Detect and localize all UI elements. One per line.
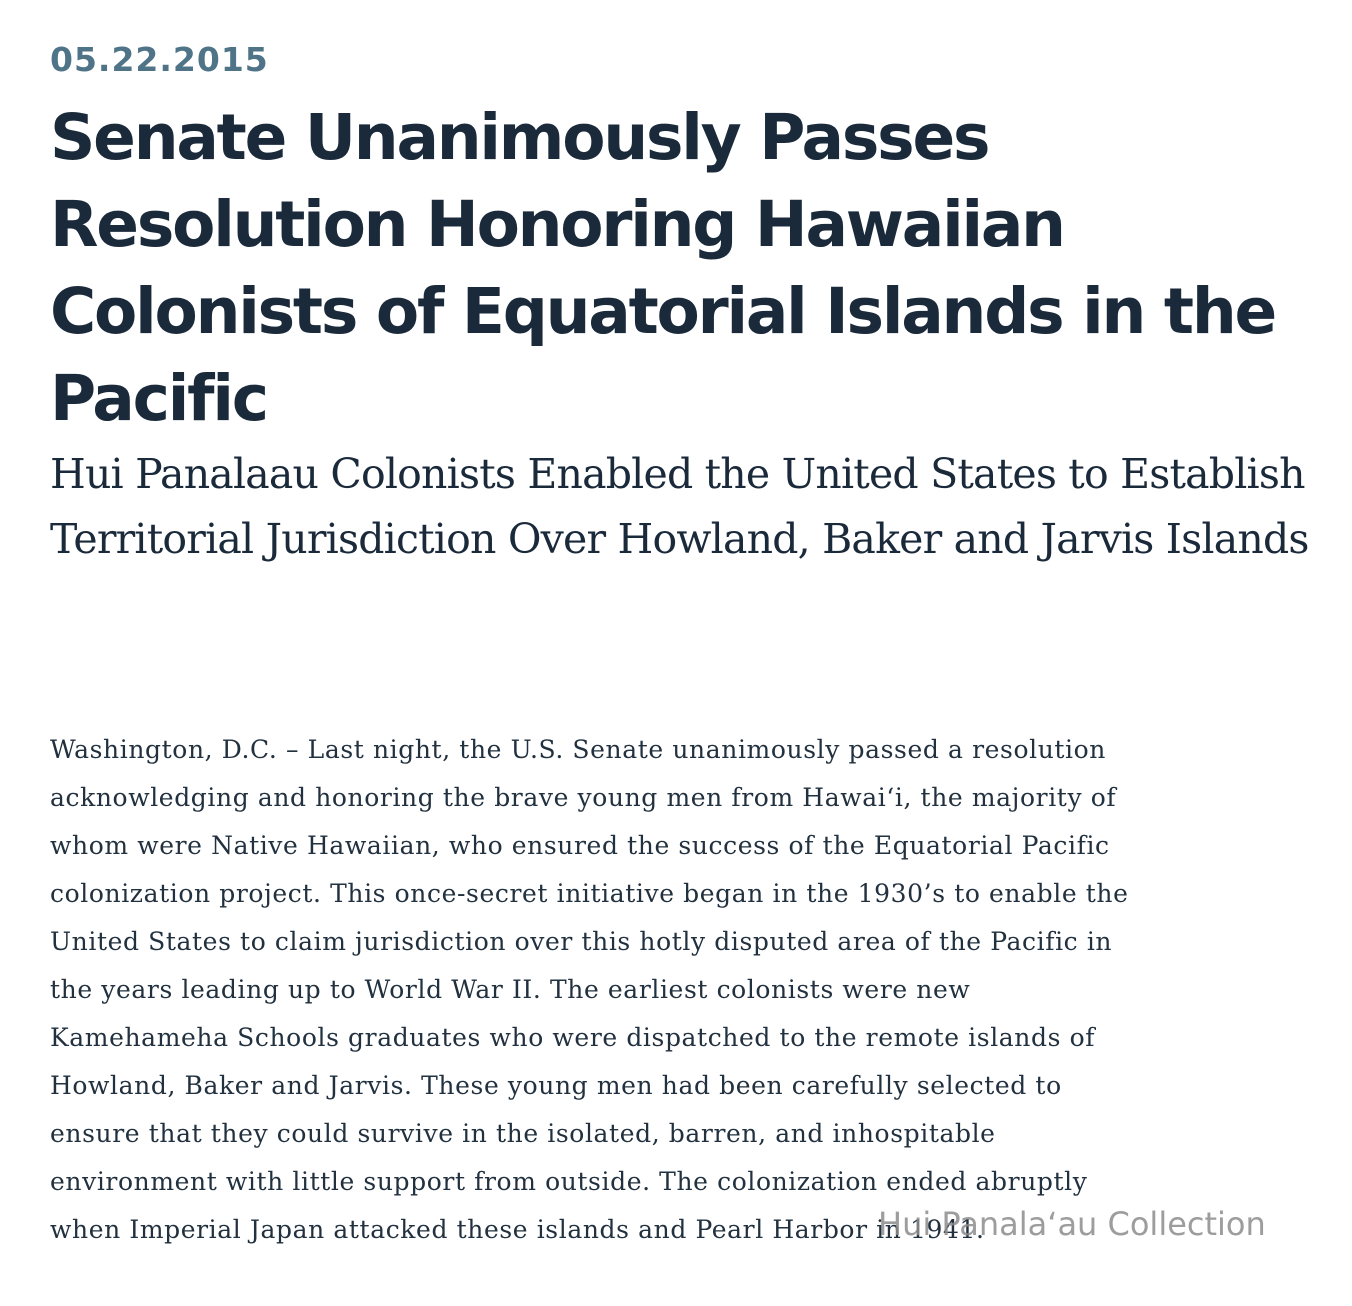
body-line: the years leading up to World War II. The earliest colonists were new: [50, 975, 971, 1004]
body-line: environment with little support from outside. The colonization ended abruptly: [50, 1167, 1088, 1196]
body-line: Howland, Baker and Jarvis. These young men had been carefully selected to: [50, 1071, 1062, 1100]
article-subtitle: Hui Panalaau Colonists Enabled the United States to Establish Territorial Jurisdiction Over Howland, Baker and Jarvis Islands: [50, 450, 1309, 563]
body-line: acknowledging and honoring the brave young men from Hawai‘i, the majority of: [50, 783, 1117, 812]
body-line: United States to claim jurisdiction over this hotly disputed area of the Pacific in: [50, 927, 1113, 956]
body-line: colonization project. This once-secret initiative began in the 1930’s to enable the: [50, 879, 1129, 908]
article-body: [50, 726, 1310, 1254]
body-line: when Imperial Japan attacked these islands and Pearl Harbor in 1941.: [50, 1215, 985, 1244]
body-line: ensure that they could survive in the isolated, barren, and inhospitable: [50, 1119, 996, 1148]
body-line: whom were Native Hawaiian, who ensured the success of the Equatorial Pacific: [50, 831, 1110, 860]
body-line: Kamehameha Schools graduates who were dispatched to the remote islands of: [50, 1023, 1096, 1052]
article-date: 05.22.2015: [50, 40, 269, 79]
image-credit-caption: Hui Panala‘au Collection: [878, 1205, 1266, 1243]
body-line: Washington, D.C. – Last night, the U.S. Senate unanimously passed a resolution: [50, 735, 1106, 764]
article-title: Senate Unanimously Passes Resolution Honoring Hawaiian Colonists of Equatorial Islands in the Pacific: [50, 101, 1276, 435]
